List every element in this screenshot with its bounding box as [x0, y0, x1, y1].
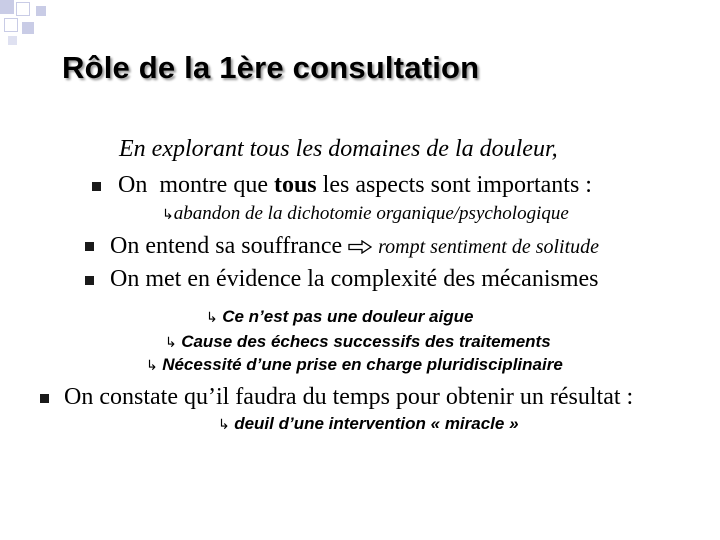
- arrow-right-angled-icon: ↳: [162, 207, 174, 223]
- bullet-1-emphasis: tous: [273, 172, 317, 198]
- bullet-3: On met en évidence la complexité des mécanismes: [110, 266, 599, 292]
- sub-line-1-text: abandon de la dichotomie organique/psychologique: [173, 203, 569, 224]
- deco-square: [0, 0, 14, 14]
- bullet-4: On constate qu’il faudra du temps pour obtenir un résultat :: [64, 384, 634, 410]
- deco-square: [22, 22, 34, 34]
- bullet-2: [110, 233, 599, 261]
- slide-title: Rôle de la 1ère consultation: [62, 50, 480, 85]
- bullet-2-text: On entend sa souffrance: [110, 233, 349, 259]
- sub-line-1: [162, 203, 569, 225]
- sub-line-4-text: deuil d’une intervention « miracle »: [234, 414, 519, 433]
- point-3-text: Nécessité d’une prise en charge pluridisciplinaire: [162, 355, 563, 374]
- square-bullet-icon: [92, 182, 101, 191]
- point-2-text: Cause des échecs successifs des traitements: [181, 332, 551, 351]
- square-bullet-icon: [85, 242, 94, 251]
- bullet-2-italic: rompt sentiment de solitude: [378, 236, 600, 258]
- square-bullet-icon: [85, 276, 94, 285]
- arrow-right-angled-icon: ↳: [146, 358, 163, 374]
- deco-square: [8, 36, 17, 45]
- deco-square: [36, 6, 46, 16]
- sub-line-4: [218, 414, 519, 434]
- arrow-right-angled-icon: ↳: [218, 417, 235, 433]
- bullet-1-suffix: les aspects sont importants :: [316, 172, 592, 198]
- point-2: [165, 332, 551, 352]
- corner-decoration: [0, 0, 60, 50]
- arrow-right-angled-icon: ↳: [206, 310, 223, 326]
- square-bullet-icon: [40, 394, 49, 403]
- bullet-1-prefix: On montre que: [118, 172, 274, 198]
- deco-square: [16, 2, 30, 16]
- point-1: [206, 307, 473, 327]
- point-1-text: Ce n’est pas une douleur aigue: [222, 307, 474, 326]
- deco-square: [4, 18, 18, 32]
- bullet-1: [118, 172, 592, 199]
- outline-right-arrow-icon: [348, 234, 372, 261]
- intro-line: En explorant tous les domaines de la douleur,: [119, 136, 558, 162]
- arrow-right-angled-icon: ↳: [165, 335, 182, 351]
- point-3: [146, 355, 563, 375]
